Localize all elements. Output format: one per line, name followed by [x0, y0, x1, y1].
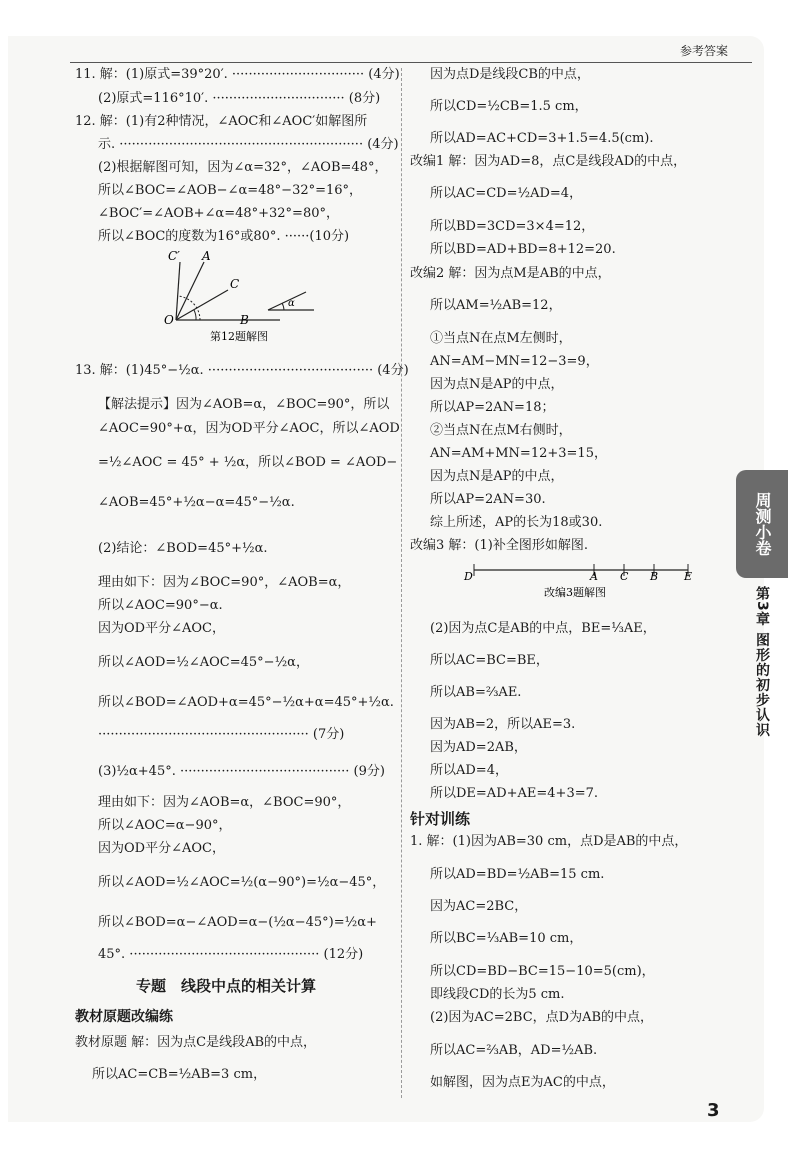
right-line: AN=AM+MN=12+3=15， — [430, 446, 607, 461]
right-line: 所以AC=BC=BE， — [430, 653, 549, 668]
left-line: 因为OD平分∠AOC， — [98, 841, 225, 856]
right-line: 综上所述，AP的长为18或30. — [430, 515, 603, 530]
column-divider — [401, 68, 402, 1098]
left-line: ∠BOC′=∠AOB+∠α=48°+32°=80°， — [98, 206, 339, 221]
right-line: 所以BD=AD+BD=8+12=20. — [430, 242, 616, 257]
figure-12 — [150, 248, 330, 344]
right-line: 因为AB=2，所以AE=3. — [430, 717, 576, 732]
left-line: 所以AC=CB=½AB=3 cm， — [92, 1067, 267, 1082]
left-line: 理由如下：因为∠BOC=90°，∠AOB=α， — [98, 575, 351, 590]
left-line: (2)原式=116°10′. ································ (8分) — [98, 91, 381, 106]
figure-12-caption: 第12题解图 — [210, 330, 268, 343]
label-alpha: α — [288, 298, 295, 309]
header-rule — [70, 62, 752, 63]
right-line: ①当点N在点M左侧时， — [430, 331, 572, 346]
label-a: A — [590, 570, 598, 583]
left-line: ··················································· (7分) — [98, 727, 345, 742]
left-line: ∠AOC=90°+α，因为OD平分∠AOC，所以∠AOD — [98, 421, 400, 436]
left-line: 45°. ·············································· (12分) — [98, 947, 364, 962]
left-line: 因为OD平分∠AOC， — [98, 621, 225, 636]
right-line: 如解图，因为点E为AC的中点， — [430, 1075, 615, 1090]
label-o: O — [164, 313, 174, 327]
right-line: 所以BC=⅓AB=10 cm， — [430, 931, 583, 946]
left-line: 示. ··························································· (4分) — [98, 137, 399, 152]
right-line: 因为AC=2BC， — [430, 899, 528, 914]
alpha-arc — [282, 303, 284, 310]
right-line: AN=AM−MN=12−3=9， — [430, 354, 599, 369]
side-tab[interactable] — [736, 470, 788, 578]
label-c-prime: C′ — [168, 249, 180, 263]
right-line: 所以AD=BD=½AB=15 cm. — [430, 867, 605, 882]
right-line: 所以BD=3CD=3×4=12， — [430, 219, 595, 234]
left-line: 所以∠AOC=α−90°， — [98, 818, 232, 833]
ray-oc-prime — [176, 262, 180, 320]
angle-arc — [194, 310, 196, 320]
right-line: 所以AD=4， — [430, 763, 508, 778]
side-tab-label: 周测小卷 — [753, 492, 772, 556]
left-line: (2)结论：∠BOD=45°+½α. — [98, 541, 268, 556]
right-line: 所以AC=⅔AB，AD=½AB. — [430, 1043, 598, 1058]
label-e: E — [684, 570, 693, 583]
label-c: C — [620, 570, 629, 583]
label-b: B — [650, 570, 659, 583]
left-line: =½∠AOC = 45° + ½α，所以∠BOD = ∠AOD− — [98, 455, 398, 470]
right-line: 所以AD=AC+CD=3+1.5=4.5(cm). — [430, 131, 654, 146]
angle-arc-dashed — [177, 296, 200, 320]
left-line: 所以∠BOC的度数为16°或80°. ······(10分) — [98, 229, 350, 244]
right-line: 所以CD=½CB=1.5 cm， — [430, 99, 588, 114]
right-line: 因为点D是线段CB的中点， — [430, 67, 590, 82]
right-line: 1. 解：(1)因为AB=30 cm，点D是AB的中点， — [410, 834, 688, 849]
left-line: 所以∠BOD=∠AOD+α=45°−½α+α=45°+½α. — [98, 695, 394, 710]
header-label: 参考答案 — [679, 44, 728, 58]
right-section-title: 针对训练 — [410, 810, 471, 828]
label-b: B — [240, 313, 249, 327]
label-c: C — [230, 277, 240, 291]
right-line: 因为点N是AP的中点， — [430, 469, 564, 484]
left-line: (3)½α+45°. ········································· (9分) — [98, 764, 385, 779]
right-line: 所以AB=⅔AE. — [430, 685, 522, 700]
right-line: 所以AP=2AN=18； — [430, 400, 555, 415]
right-line: 即线段CD的长为5 cm. — [430, 987, 565, 1002]
left-line: 所以∠AOD=½∠AOC=45°−½α， — [98, 655, 309, 670]
left-line: 所以∠BOC=∠AOB−∠α=48°−32°=16°， — [98, 183, 363, 198]
label-a: A — [202, 249, 211, 263]
left-line: 教材原题 解：因为点C是线段AB的中点， — [75, 1035, 317, 1050]
right-line: (2)因为点C是AB的中点，BE=⅓AE， — [430, 621, 656, 636]
right-line: 改编3 解：(1)补全图形如解图. — [410, 538, 588, 553]
right-line: 因为AD=2AB， — [430, 740, 527, 755]
alpha-ray — [268, 292, 306, 310]
right-line: 所以AM=½AB=12， — [430, 298, 562, 313]
left-line: (2)根据解图可知，因为∠α=32°，∠AOB=48°， — [98, 160, 388, 175]
right-line: 所以CD=BD−BC=15−10=5(cm)， — [430, 964, 655, 979]
right-line: ②当点N在点M右侧时， — [430, 423, 572, 438]
figure-adapt3-caption: 改编3题解图 — [544, 586, 606, 599]
right-line: 所以DE=AD+AE=4+3=7. — [430, 786, 599, 801]
right-line: 所以AC=CD=½AD=4， — [430, 186, 583, 201]
section-title: 专题 线段中点的相关计算 — [136, 977, 317, 995]
right-line: 改编1 解：因为AD=8，点C是线段AD的中点， — [410, 154, 687, 169]
left-line: 12. 解：(1)有2种情况，∠AOC和∠AOC′如解图所 — [75, 114, 368, 129]
page-number: 3 — [707, 1100, 720, 1121]
label-d: D — [464, 570, 473, 583]
left-line: 所以∠AOC=90°−α. — [98, 598, 223, 613]
left-line: 理由如下：因为∠AOB=α，∠BOC=90°， — [98, 795, 351, 810]
chapter-label: 第3章 图形的初步认识 — [754, 586, 770, 738]
left-line: 11. 解：(1)原式=39°20′. ································ (4分) — [75, 67, 400, 82]
right-line: (2)因为AC=2BC，点D为AB的中点， — [430, 1010, 654, 1025]
left-line: 【解法提示】因为∠AOB=α，∠BOC=90°，所以 — [98, 397, 390, 412]
right-line: 因为点N是AP的中点， — [430, 377, 564, 392]
left-line: 所以∠BOD=α−∠AOD=α−(½α−45°)=½α+ — [98, 915, 377, 930]
right-line: 所以AP=2AN=30. — [430, 492, 546, 507]
right-line: 改编2 解：因为点M是AB的中点， — [410, 266, 611, 281]
left-line: ∠AOB=45°+½α−α=45°−½α. — [98, 495, 295, 510]
figure-adapt3 — [456, 558, 706, 602]
left-line: 所以∠AOD=½∠AOC=½(α−90°)=½α−45°， — [98, 875, 386, 890]
section-subtitle: 教材原题改编练 — [75, 1009, 173, 1025]
left-line: 13. 解：(1)45°−½α. ········································ (4分) — [75, 363, 409, 378]
